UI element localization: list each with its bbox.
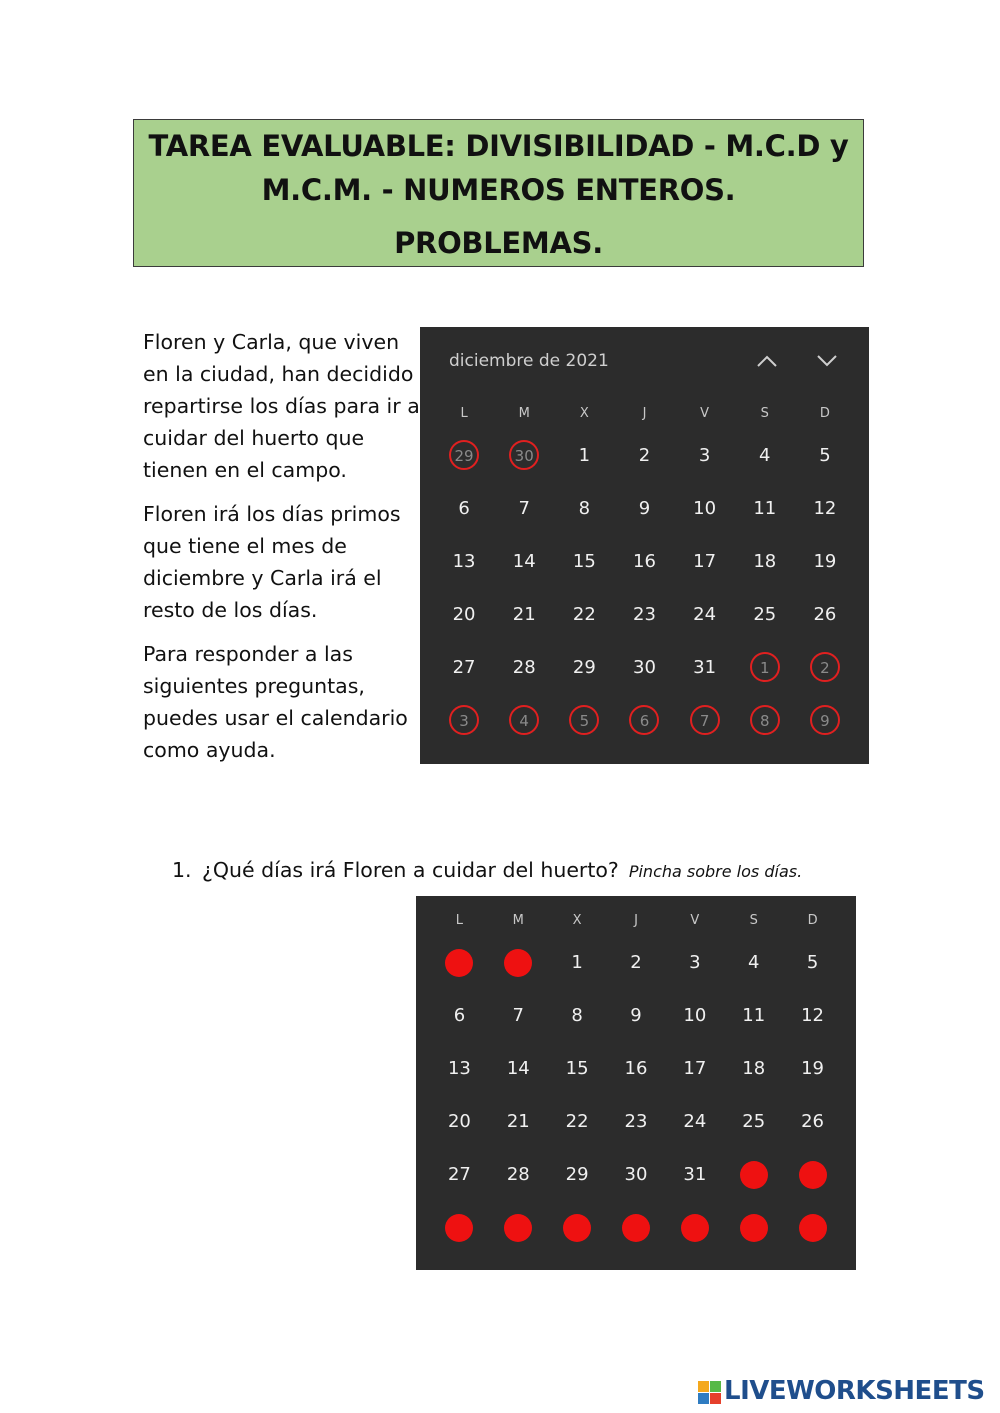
calendar-day[interactable]: 26 bbox=[801, 1111, 825, 1132]
calendar-day[interactable]: 23 bbox=[624, 1111, 648, 1132]
calendar-day: 9 bbox=[638, 498, 651, 519]
calendar-day: 6 bbox=[614, 694, 674, 747]
question-1 bbox=[172, 858, 802, 882]
chevron-up-icon bbox=[756, 349, 778, 373]
calendar-day[interactable]: 7 bbox=[512, 1005, 524, 1026]
calendar-day[interactable] bbox=[548, 1201, 607, 1254]
calendar-day[interactable]: 10 bbox=[683, 1005, 707, 1026]
calendar-grid bbox=[434, 399, 855, 747]
calendar-day: 2 bbox=[795, 641, 855, 694]
weekday-header: L bbox=[455, 913, 464, 928]
calendar-day: 6 bbox=[458, 498, 470, 519]
calendar-month-label: diciembre de 2021 bbox=[449, 351, 609, 371]
calendar-day: 31 bbox=[693, 657, 717, 678]
intro-paragraph-3: Para responder a las siguientes preguntas, puedes usar el calendario como ayuda. bbox=[143, 642, 408, 762]
calendar-day[interactable]: 25 bbox=[742, 1111, 766, 1132]
calendar-day[interactable] bbox=[724, 1201, 783, 1254]
calendar-day: 2 bbox=[638, 445, 651, 466]
calendar-day: 30 bbox=[494, 429, 554, 482]
weekday-header: D bbox=[819, 406, 830, 421]
calendar-day: 29 bbox=[434, 429, 494, 482]
calendar-day[interactable]: 4 bbox=[747, 952, 760, 973]
reference-calendar bbox=[420, 327, 869, 764]
calendar-day: 25 bbox=[753, 604, 777, 625]
calendar-day[interactable]: 22 bbox=[565, 1111, 589, 1132]
calendar-day[interactable]: 1 bbox=[571, 952, 583, 973]
liveworksheets-brand bbox=[698, 1376, 994, 1410]
calendar-day[interactable]: 11 bbox=[742, 1005, 766, 1026]
calendar-day[interactable]: 30 bbox=[624, 1164, 648, 1185]
brand-name: LIVEWORKSHEETS bbox=[724, 1376, 985, 1406]
liveworksheets-logo-icon bbox=[698, 1381, 722, 1405]
calendar-day[interactable] bbox=[430, 1201, 489, 1254]
calendar-day: 21 bbox=[512, 604, 536, 625]
chevron-down-icon bbox=[816, 349, 838, 373]
weekday-header: X bbox=[579, 406, 589, 421]
calendar-day: 28 bbox=[512, 657, 536, 678]
calendar-day[interactable]: 16 bbox=[624, 1058, 648, 1079]
calendar-day[interactable]: 28 bbox=[506, 1164, 530, 1185]
calendar-day: 1 bbox=[735, 641, 795, 694]
weekday-header: V bbox=[690, 913, 700, 928]
calendar-day: 9 bbox=[795, 694, 855, 747]
weekday-header: J bbox=[642, 406, 647, 421]
calendar-day: 5 bbox=[819, 445, 831, 466]
calendar-day[interactable]: 20 bbox=[447, 1111, 471, 1132]
calendar-day[interactable] bbox=[430, 936, 489, 989]
calendar-day[interactable] bbox=[783, 1201, 842, 1254]
calendar-day[interactable]: 9 bbox=[630, 1005, 642, 1026]
calendar-day: 26 bbox=[813, 604, 837, 625]
calendar-day: 24 bbox=[693, 604, 717, 625]
intro-text bbox=[143, 326, 423, 778]
intro-paragraph-1: Floren y Carla, que viven en la ciudad, han decidido repartirse los días para ir a cuidar del huerto que tienen en el campo. bbox=[143, 330, 420, 482]
calendar-day[interactable] bbox=[783, 1148, 842, 1201]
calendar-day[interactable]: 5 bbox=[806, 952, 819, 973]
calendar-day[interactable]: 3 bbox=[689, 952, 701, 973]
calendar-day[interactable] bbox=[607, 1201, 666, 1254]
calendar-day: 4 bbox=[759, 445, 771, 466]
calendar-day: 27 bbox=[452, 657, 476, 678]
calendar-day[interactable]: 12 bbox=[801, 1005, 825, 1026]
calendar-day: 7 bbox=[518, 498, 530, 519]
calendar-day[interactable]: 19 bbox=[801, 1058, 825, 1079]
weekday-header: S bbox=[760, 406, 769, 421]
weekday-header: V bbox=[700, 406, 710, 421]
calendar-day: 16 bbox=[633, 551, 656, 572]
calendar-day: 7 bbox=[675, 694, 735, 747]
calendar-day[interactable]: 21 bbox=[506, 1111, 530, 1132]
calendar-day[interactable]: 8 bbox=[571, 1005, 583, 1026]
calendar-day[interactable] bbox=[489, 936, 548, 989]
calendar-day[interactable]: 13 bbox=[447, 1058, 471, 1079]
calendar-day: 8 bbox=[735, 694, 795, 747]
calendar-day[interactable]: 29 bbox=[565, 1164, 589, 1185]
weekday-header: X bbox=[572, 913, 582, 928]
weekday-header: S bbox=[749, 913, 758, 928]
weekday-header: M bbox=[512, 913, 524, 928]
calendar-day[interactable] bbox=[724, 1148, 783, 1201]
title-line-1: TAREA EVALUABLE: DIVISIBILIDAD - M.C.D y M.C.M. - NUMEROS ENTEROS. bbox=[148, 129, 849, 207]
question-number: 1. bbox=[172, 858, 192, 882]
calendar-day[interactable]: 6 bbox=[453, 1005, 466, 1026]
weekday-header: J bbox=[634, 913, 638, 928]
calendar-day: 17 bbox=[693, 551, 717, 572]
answer-calendar-grid bbox=[430, 906, 842, 1254]
calendar-day: 13 bbox=[452, 551, 476, 572]
calendar-day: 20 bbox=[452, 604, 476, 625]
question-hint: Pincha sobre los días. bbox=[628, 862, 803, 881]
intro-paragraph-2: Floren irá los días primos que tiene el mes de diciembre y Carla irá el resto de los días. bbox=[143, 502, 401, 622]
title-box bbox=[133, 119, 864, 267]
calendar-day: 3 bbox=[434, 694, 494, 747]
answer-calendar bbox=[416, 896, 856, 1270]
calendar-day: 19 bbox=[813, 551, 837, 572]
calendar-day: 29 bbox=[572, 657, 596, 678]
calendar-day: 5 bbox=[554, 694, 614, 747]
calendar-day[interactable]: 24 bbox=[683, 1111, 707, 1132]
calendar-day: 18 bbox=[753, 551, 777, 572]
calendar-day: 23 bbox=[633, 604, 656, 625]
weekday-header: D bbox=[807, 913, 818, 928]
calendar-day: 15 bbox=[572, 551, 596, 572]
calendar-day: 22 bbox=[572, 604, 596, 625]
calendar-day: 12 bbox=[813, 498, 837, 519]
calendar-day[interactable]: 31 bbox=[683, 1164, 707, 1185]
calendar-day: 11 bbox=[753, 498, 777, 519]
calendar-day: 4 bbox=[494, 694, 554, 747]
calendar-day[interactable]: 15 bbox=[565, 1058, 589, 1079]
calendar-day: 1 bbox=[578, 445, 591, 466]
calendar-day[interactable]: 27 bbox=[447, 1164, 471, 1185]
calendar-day[interactable]: 2 bbox=[630, 952, 642, 973]
question-text: ¿Qué días irá Floren a cuidar del huerto? bbox=[202, 858, 619, 882]
calendar-day: 8 bbox=[578, 498, 591, 519]
calendar-day: 3 bbox=[698, 445, 711, 466]
calendar-day: 10 bbox=[693, 498, 717, 519]
title-line-2: PROBLEMAS. bbox=[394, 226, 603, 260]
calendar-day[interactable]: 14 bbox=[506, 1058, 530, 1079]
calendar-day[interactable] bbox=[665, 1201, 724, 1254]
calendar-day[interactable] bbox=[489, 1201, 548, 1254]
calendar-day: 30 bbox=[633, 657, 656, 678]
weekday-header: M bbox=[518, 406, 530, 421]
weekday-header: L bbox=[460, 406, 468, 421]
calendar-day[interactable]: 18 bbox=[742, 1058, 766, 1079]
calendar-day[interactable]: 17 bbox=[683, 1058, 707, 1079]
calendar-day: 14 bbox=[512, 551, 536, 572]
